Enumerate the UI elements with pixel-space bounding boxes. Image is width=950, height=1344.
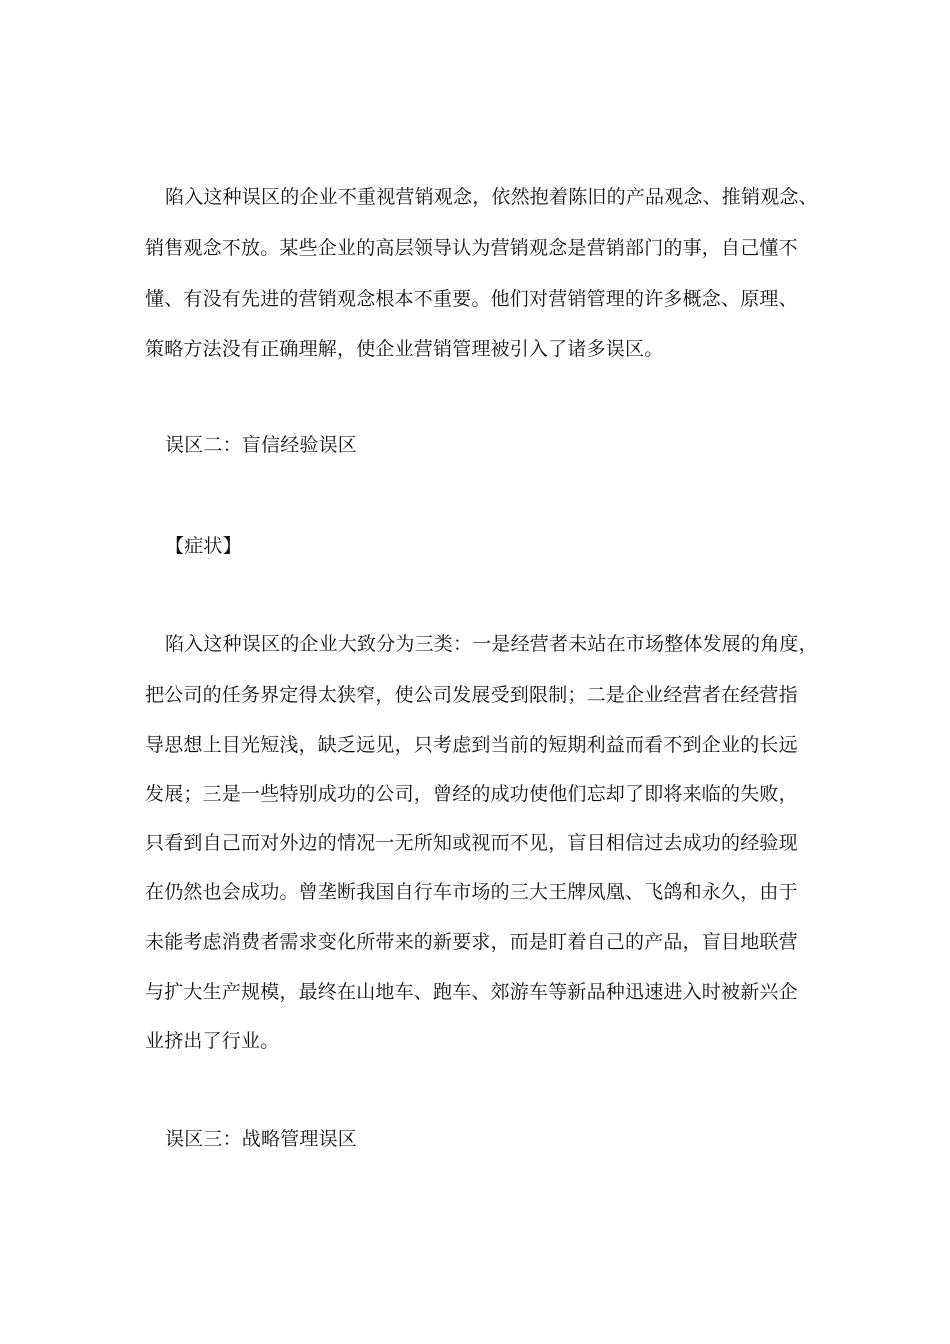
paragraph-2-line-2: 把公司的任务界定得太狭窄，使公司发展受到限制；二是企业经营者在经营指 <box>145 684 798 706</box>
paragraph-2-line-8: 与扩大生产规模，最终在山地车、跑车、郊游车等新品种迅速进入时被新兴企 <box>145 981 798 1003</box>
paragraph-1-line-1: 陷入这种误区的企业不重视营销观念，依然抱着陈旧的产品观念、推销观念、 <box>165 186 818 208</box>
paragraph-2-line-7: 未能考虑消费者需求变化所带来的新要求，而是盯着自己的产品，盲目地联营 <box>145 931 798 953</box>
paragraph-2-line-1: 陷入这种误区的企业大致分为三类：一是经营者未站在市场整体发展的角度， <box>165 633 818 655</box>
paragraph-1-line-2: 销售观念不放。某些企业的高层领导认为营销观念是营销部门的事，自己懂不 <box>145 237 798 259</box>
symptom-label: 【症状】 <box>165 535 242 557</box>
paragraph-2-line-4: 发展；三是一些特别成功的公司，曾经的成功使他们忘却了即将来临的失败， <box>145 783 798 805</box>
paragraph-2-line-6: 在仍然也会成功。曾垄断我国自行车市场的三大王牌凤凰、飞鸽和永久，由于 <box>145 881 798 903</box>
paragraph-1-line-3: 懂、有没有先进的营销观念根本不重要。他们对营销管理的许多概念、原理、 <box>145 288 798 310</box>
section-heading-3: 误区三：战略管理误区 <box>165 1128 358 1150</box>
paragraph-2-line-9: 业挤出了行业。 <box>145 1030 280 1052</box>
paragraph-1-line-4: 策略方法没有正确理解，使企业营销管理被引入了诸多误区。 <box>145 338 664 360</box>
section-heading-2: 误区二：盲信经验误区 <box>165 434 358 456</box>
paragraph-2-line-3: 导思想上目光短浅，缺乏远见，只考虑到当前的短期利益而看不到企业的长远 <box>145 734 798 756</box>
paragraph-2-line-5: 只看到自己而对外边的情况一无所知或视而不见，盲目相信过去成功的经验现 <box>145 832 798 854</box>
